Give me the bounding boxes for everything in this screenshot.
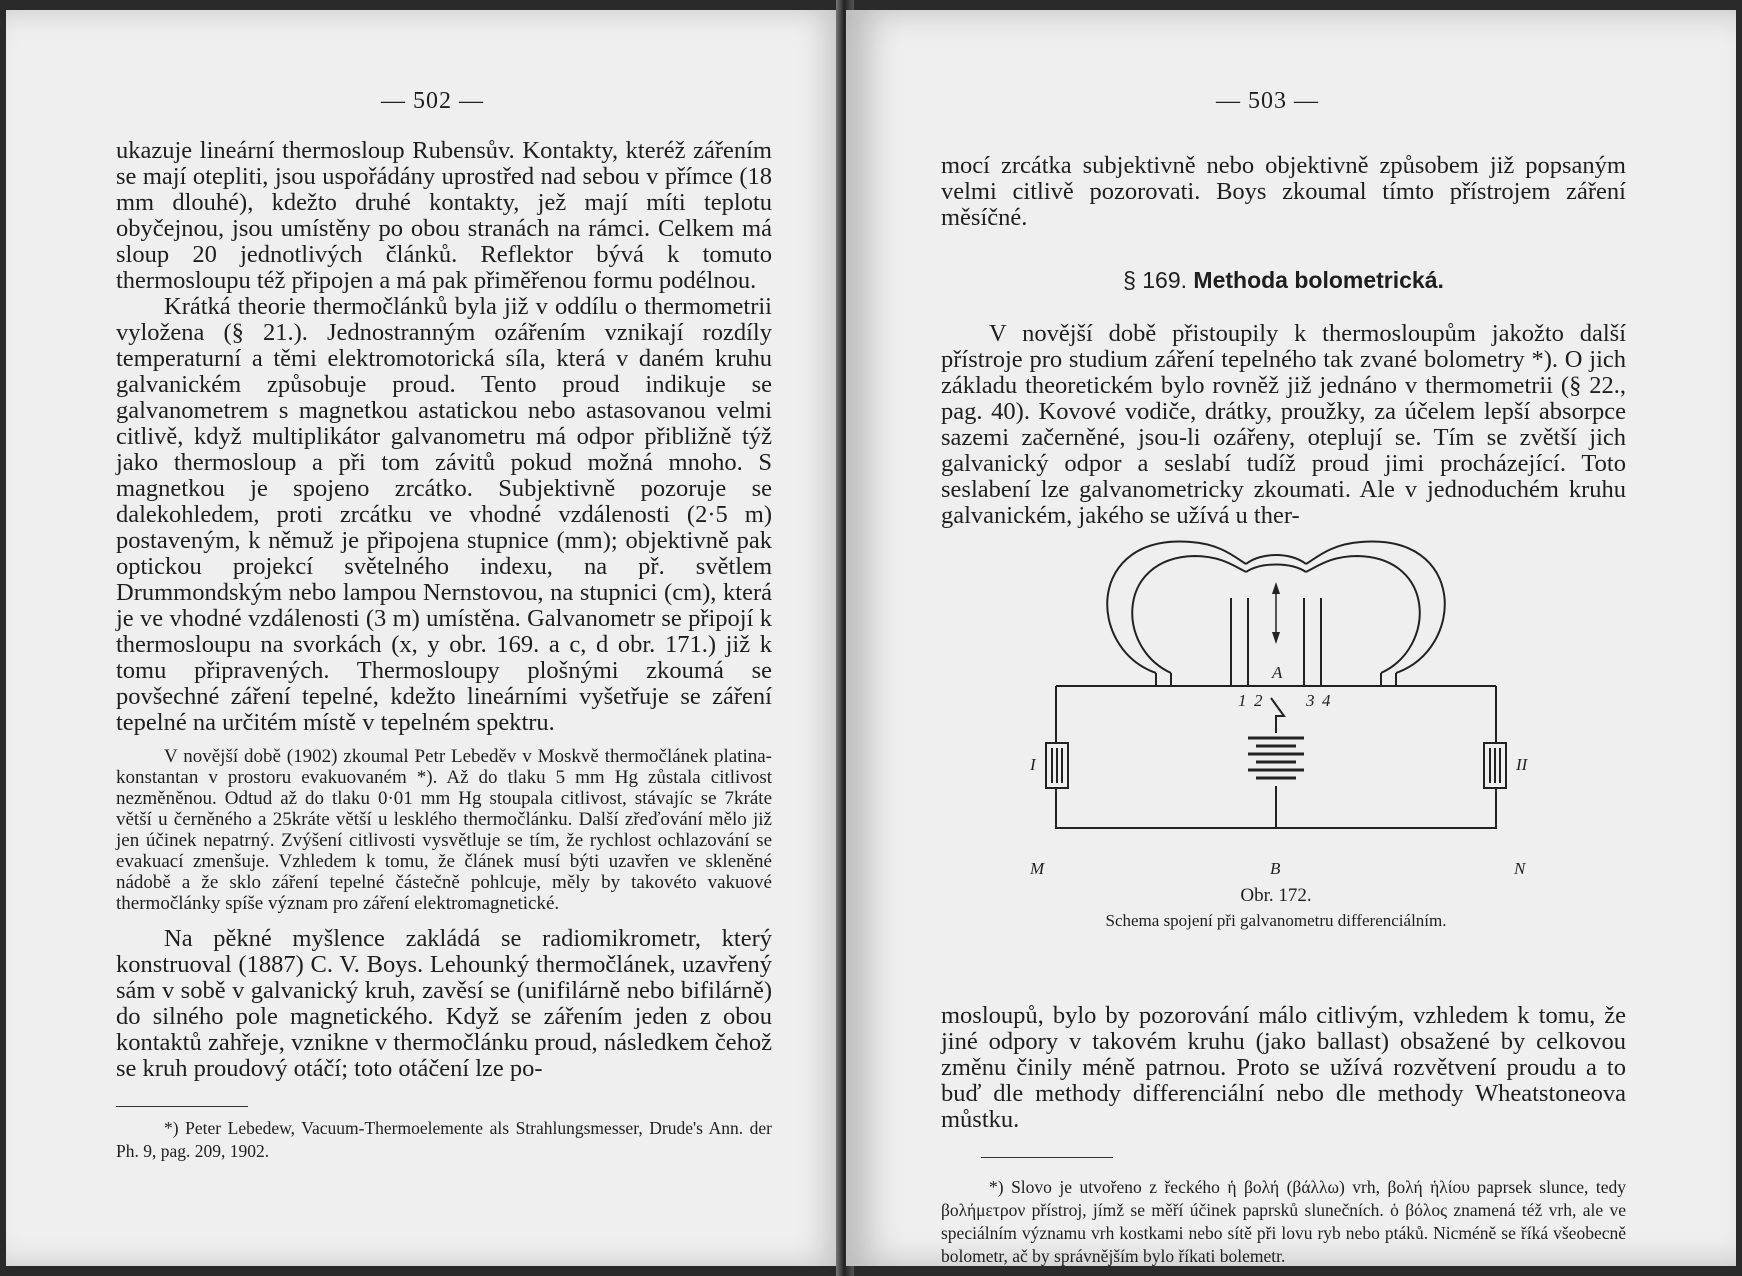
section-number: § 169. [1123, 267, 1188, 293]
figure-caption-number: Obr. 172. [1240, 885, 1312, 906]
left-paragraph-2: Krátká theorie thermočlánků byla již v oddílu o thermometrii vyložena (§ 21.). Jednostranným ozářením vznikají rozdíly temperaturní a těmi elektromotorická síla, která v daném kruhu galvanickém způsobuje proud. Tento proud indikuje se galvanometrem s magnetkou astatickou nebo astasovanou velmi citlivě, když multiplikátor galvanometru má odpor přibližně týž jako thermosloup a při tom závitů pokud možná mnoho. S magnetkou je spojeno zrcátko. Subjektivně pozoruje se dalekohledem, proti zrcátku ve vhodné vzdálenosti (2·5 m) postaveným, k němuž je připojena stupnice (mm); objektivně pak optickou projekcí světelného indexu, na př. světlem Drummondským nebo lampou Nernstovou, na stupnici (cm), která je ve vhodné vzdálenosti (3 m) umístěna. Galvanometr se připojí k thermosloupu na svorkách (x, y obr. 169. a c, d obr. 171.) již k tomu připravených. Thermosloupy plošnými zkoumá se povšechné záření tepelné, kdežto lineárními vyšetřuje se záření tepelné na určitém místě v tepelném spektru. [116, 293, 772, 736]
label-2: 2 [1254, 691, 1263, 710]
switch [1271, 698, 1284, 733]
circuit-diagram [1016, 538, 1536, 883]
page-number-right: — 503 — [1216, 88, 1319, 114]
footnote-left: *) Peter Lebedew, Vacuum-Thermoelemente als Strahlungsmesser, Drude's Ann. der Ph. 9, pag. 209, 1902. [116, 1118, 772, 1161]
footnote-right: *) Slovo je utvořeno z řeckého ἡ βολή (βάλλω) vrh, βολή ἡλίου paprsek slunce, tedy βολήμετρον přístroj, jímž se měří účinek paprsků slunečních. ὁ βόλος znamená též vrh, ale ve speciálním významu vrh kostkami nebo sítě při lovu ryb nebo ptáků. Nicméně se říká všeobecně bolometr, ač by správnějším bylo říkati bolemetr. [941, 1176, 1626, 1266]
right-page [846, 10, 1736, 1266]
label-M: M [1030, 859, 1045, 878]
footnote-rule-left [116, 1106, 248, 1107]
left-paragraph-3: Na pěkné myšlence zakládá se radiomikrometr, který konstruoval (1887) C. V. Boys. Lehounký thermočlánek, uzavřený sám v sobě v galvanický kruh, zavěsí se (unifilárně nebo bifilárně) do silného pole magnetického. Když se zářením jeden z obou kontaktů zahřeje, vznikne v thermočlánku proud, následkem čehož se kruh proudový otáčí; toto otáčení lze po- [116, 925, 772, 1082]
right-paragraph-1: mocí zrcátka subjektivně nebo objektivně způsobem již popsaným velmi citlivě pozorovati. Boys zkoumal tímto přístrojem záření měsíčné. [941, 152, 1626, 231]
label-A: A [1272, 663, 1283, 682]
battery [1248, 738, 1304, 778]
right-paragraph-3: mosloupů, bylo by pozorování málo citlivým, vzhledem k tomu, že jiné odpory v takovém kruhu (jako ballast) obsažené by celkovou změnu činily méně patrnou. Proto se užívá rozvětvení proudu a to buď dle methody differenciální nebo dle methody Wheatstoneova můstku. [941, 1001, 1626, 1133]
right-page-body [941, 153, 1626, 529]
inner-loop-left [1132, 556, 1246, 673]
page-number-left: — 502 — [381, 88, 484, 114]
footnote-rule-right [981, 1157, 1113, 1158]
left-small-paragraph: V novější době (1902) zkoumal Petr Lebeděv v Moskvě thermočlánek platina-konstantan v prostoru evakuovaném *). Až do tlaku 5 mm Hg zůstala citlivost nezměněnou. Odtud až do tlaku 0·01 mm Hg stoupala citlivost, stávajíc se 7kráte větší u černěného a 25kráte větší u lesklého thermočlánku. Další zřeďování mělo již jen účinek nepatrný. Zvýšení citlivosti vysvětluje se tím, že rychlost ochlazování se evakuací zmenšuje. Vzhledem k tomu, že článek musí býti uzavřen ve skleněné nádobě a že sklo záření tepelné částečně pohlcuje, měly by takovéto vakuové thermočlánky spíše význam pro záření elektromagnetické. [116, 746, 772, 914]
label-II: II [1516, 755, 1528, 774]
right-page-lower-body [941, 978, 1626, 1266]
section-title: Methoda bolometrická. [1193, 267, 1444, 293]
label-B: B [1270, 859, 1281, 878]
figure-caption-text: Schema spojení při galvanometru differenciálním. [1105, 911, 1447, 930]
inner-loop-right [1306, 556, 1420, 673]
right-paragraph-2: V novější době přistoupily k thermosloupům jakožto další přístroje pro studium záření tepelného tak zvané bolometry *). O jich základu theoretickém bylo rovněž již jednáno v thermometrii (§ 22., pag. 40). Kovové vodiče, drátky, proužky, za účelem lepší absorpce sazemi začerněné, jsou-li ozářeny, oteplují se. Tím se zvětší jich galvanický odpor a seslabí tudíž proud jimi procházející. Toto seslabení lze galvanometricky zkoumati. Ale v jednoduchém kruhu galvanickém, jakého se užívá u ther- [941, 320, 1626, 529]
label-N: N [1514, 859, 1526, 878]
label-4: 4 [1322, 691, 1331, 710]
left-paragraph-1: ukazuje lineární thermosloup Rubensův. Kontakty, kteréž zářením se mají otepliti, jsou uspořádány uprostřed nad sebou v přímce (18 mm dlouhé), kdežto druhé kontakty, jež mají míti teplotu obyčejnou, jsou umístěny po obou stranách na rámci. Celkem má sloup 20 jednotlivých článků. Reflektor bývá k tomuto thermosloupu též připojen a má pak přiměřenou formu podélnou. [116, 137, 772, 294]
figure-172 [1016, 538, 1536, 958]
label-1: 1 [1238, 691, 1247, 710]
label-I: I [1030, 755, 1036, 774]
left-page [6, 10, 844, 1266]
label-3: 3 [1306, 691, 1315, 710]
left-page-body [116, 138, 772, 1163]
section-heading [941, 267, 1626, 293]
